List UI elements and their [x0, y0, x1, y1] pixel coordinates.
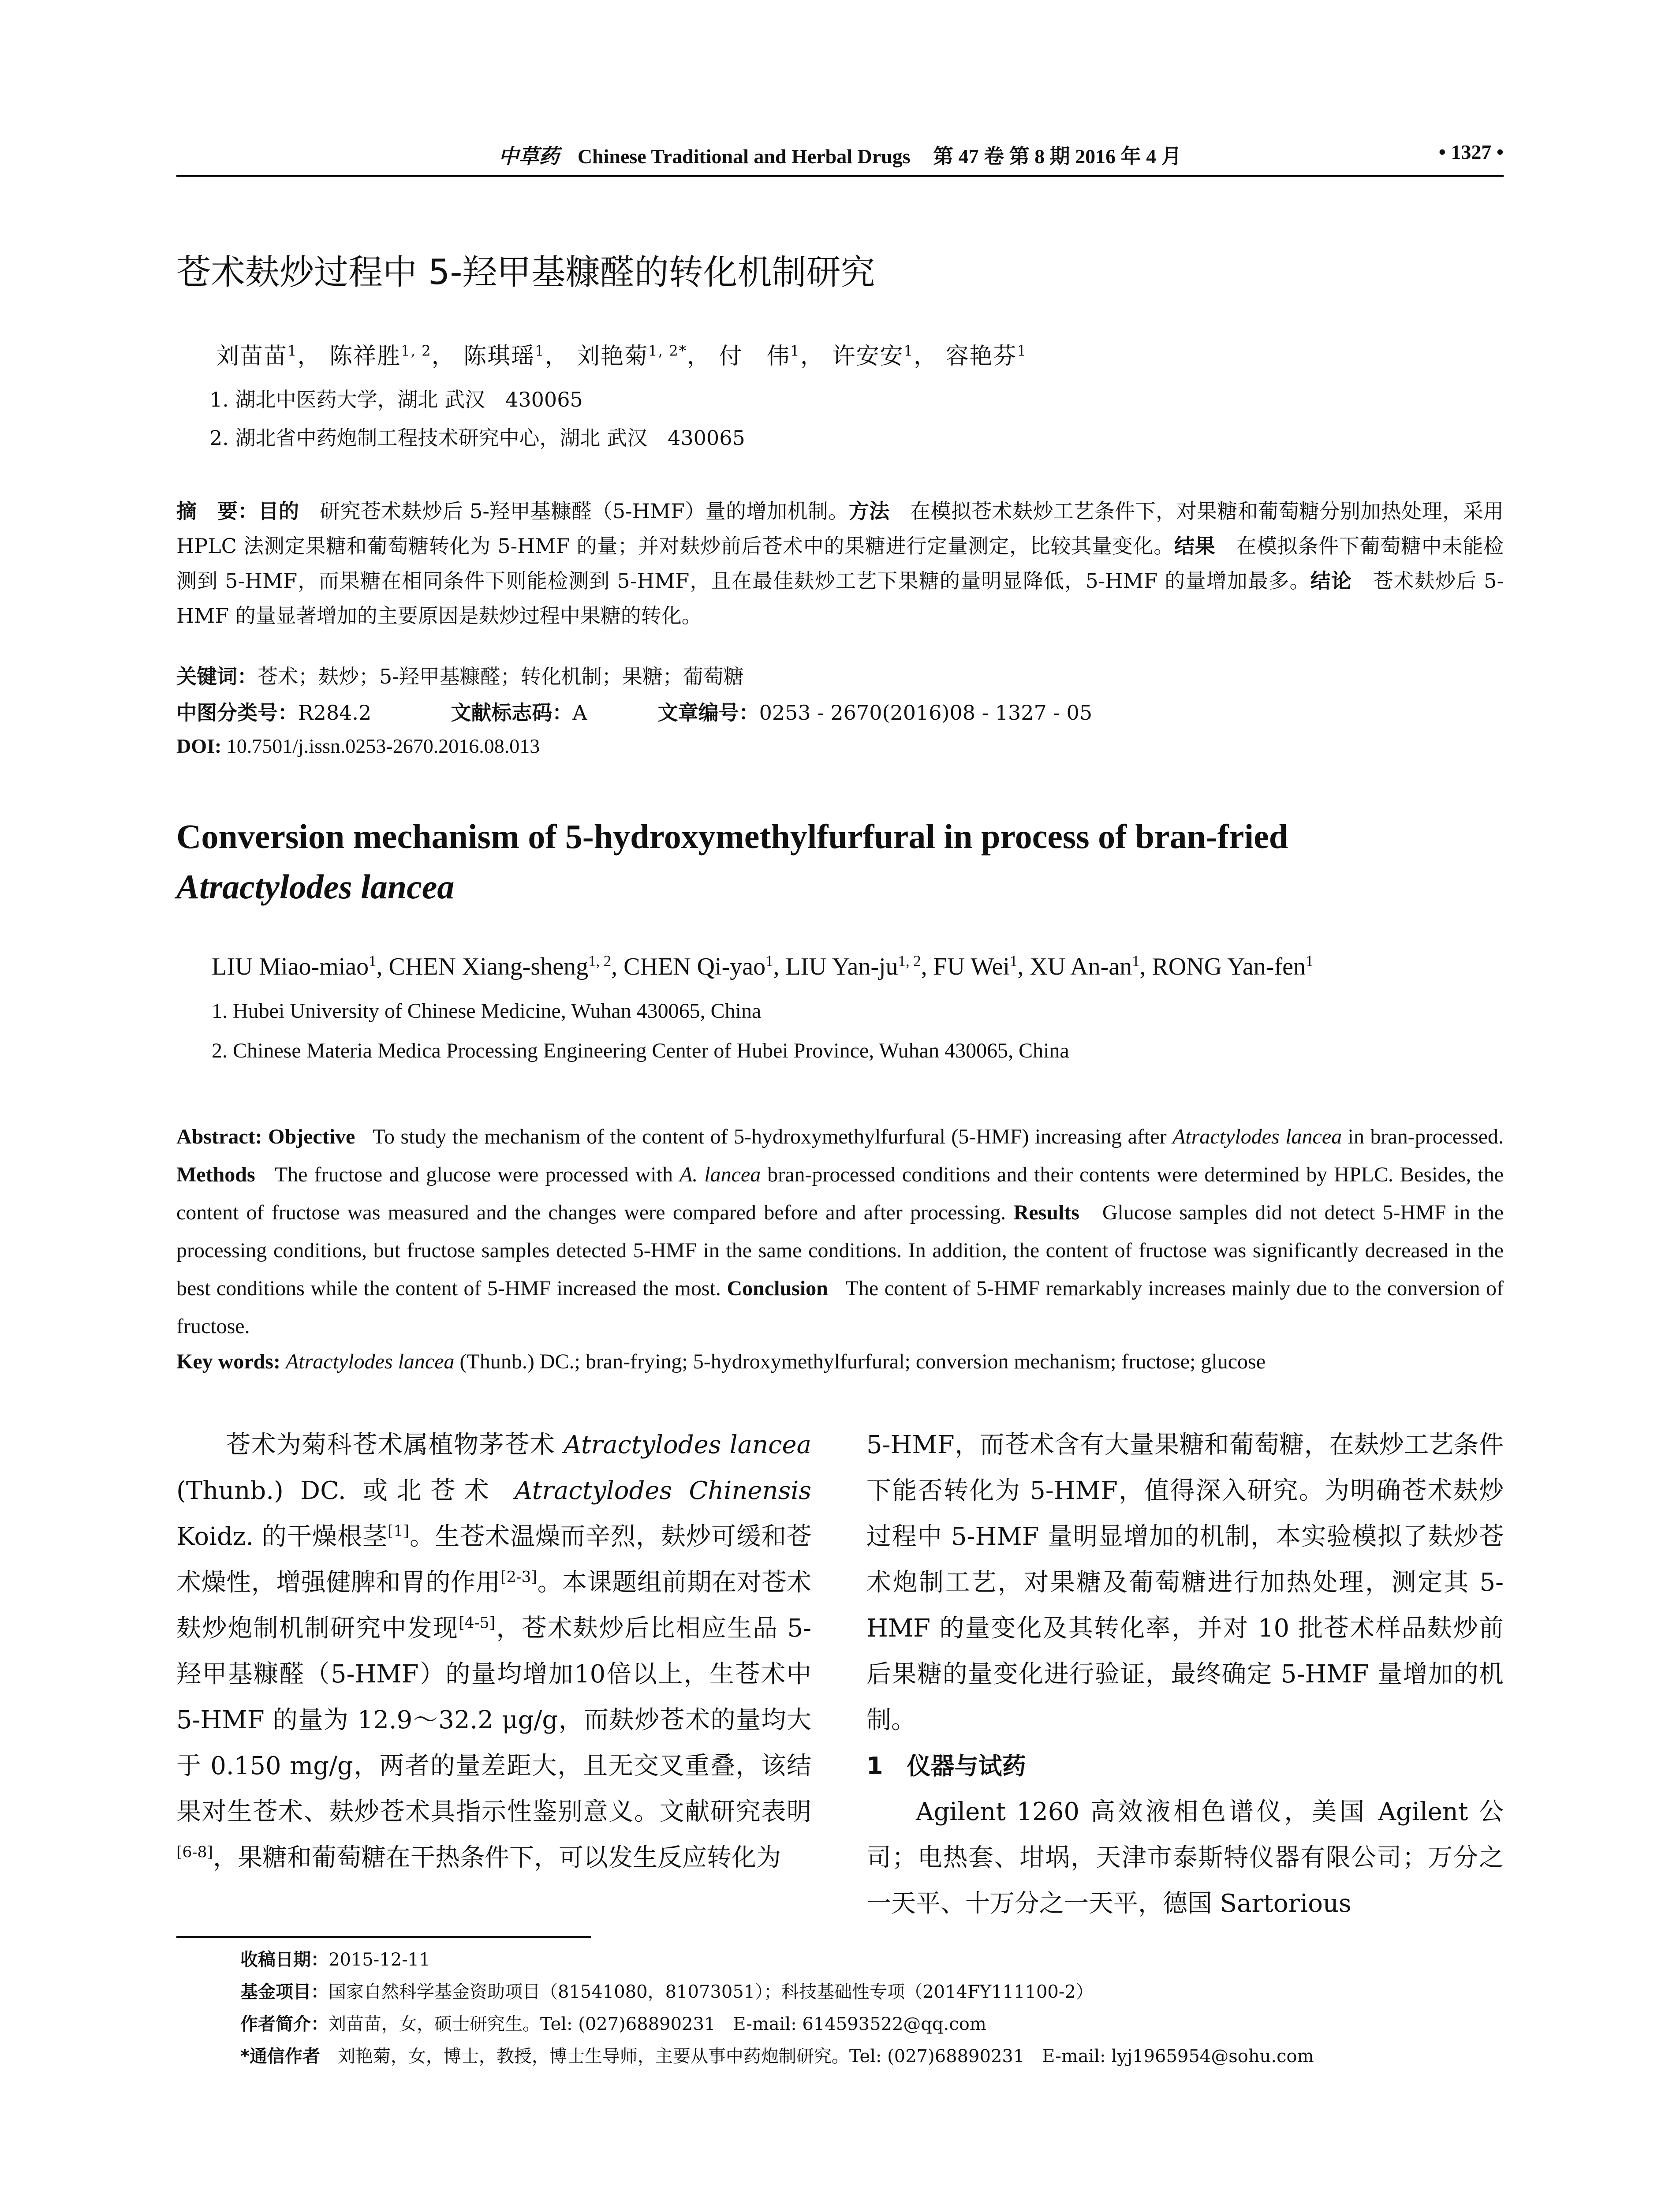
keywords-en: Key words: Atractylodes lancea (Thunb.) DC.; bran-frying; 5-hydroxymethylfurfural; conversion mechanism; fructose; glucose — [176, 1350, 1266, 1373]
citation: [1] — [387, 1522, 410, 1540]
footnote-rule — [176, 1936, 591, 1938]
abstract-label-en: Abstract: — [176, 1125, 262, 1148]
affiliation-cn-2: 2. 湖北省中药炮制工程技术研究中心，湖北 武汉 430065 — [209, 426, 745, 450]
author-cn: 容艳芬$^1$ — [945, 342, 1027, 370]
author-cn: 刘苗苗$^1$ — [216, 342, 298, 370]
conclusion-text-cn: 苍术麸炒后 5-HMF 的量显著增加的主要原因是麸炒过程中果糖的转化。 — [176, 569, 1504, 628]
objective-label-en: Objective — [268, 1125, 355, 1148]
running-header — [176, 140, 1504, 171]
abstract-en: Abstract: Objective To study the mechanism of the content of 5-hydroxymethylfurfural (5-HMF) increasing after Atractylodes lancea in bran-processed. Methods The fructose and glucose were processed with A. lancea bran-processed conditions and their contents were determined by HPLC. Besides, the content of fructose was measured and the changes were compared before and after processing. Results Glucose samples did not detect 5-HMF in the processing conditions, but fructose samples detected 5-HMF in the same conditions. In addition, the content of fructose was significantly decreased in the best conditions while the content of 5-HMF increased the most. Conclusion The content of 5-HMF remarkably increases mainly due to the conversion of fructose. — [176, 1125, 1504, 1338]
author-cn: 刘艳菊$^{1, 2*}$ — [577, 342, 687, 370]
citation: [6-8] — [176, 1843, 213, 1861]
author-cn: 陈琪瑶$^1$ — [463, 342, 545, 370]
body-paragraph: 苍术为菊科苍术属植物茅苍术 Atractylodes lancea (Thunb.) DC. 或北苍术 Atractylodes Chinensis Koidz. 的干燥根茎[1]。生苍术温燥而辛烈，麸炒可缓和苍术燥性，增强健脾和胃的作用[2-3]。本课题组前期在对苍术麸炒炮制机制研究中发现[4-5]，苍术麸炒后比相应生品 5-羟甲基糠醛（5-HMF）的量均增加10倍以上，生苍术中 5-HMF 的量为 12.9～32.2 μg/g，而麸炒苍术的量均大于 0.150 mg/g，两者的量差距大，且无交叉重叠，该结果对生苍术、麸炒苍术具指示性鉴别意义。文献研究表明[6-8]，果糖和葡萄糖在干热条件下，可以发生反应转化为 — [176, 1431, 812, 1872]
citation: [4-5] — [459, 1614, 496, 1632]
author-cn: 陈祥胜$^{1, 2}$ — [329, 342, 432, 370]
page-number: • 1327 • — [1438, 141, 1504, 163]
affiliation-en-2: 2. Chinese Materia Medica Processing Engineering Center of Hubei Province, Wuhan 430065, China — [212, 1039, 1069, 1062]
authors-cn: 刘苗苗$^1$， 陈祥胜$^{1, 2}$， 陈琪瑶$^1$， 刘艳菊$^{1, 2*}$， 付 伟$^1$， 许安安$^1$， 容艳芬$^1$ — [216, 342, 1027, 370]
journal-name-en: Chinese Traditional and Herbal Drugs — [577, 145, 911, 168]
results-text-cn: 在模拟条件下葡萄糖中未能检测到 5-HMF，而果糖在相同条件下则能检测到 5-HMF，且在最佳麸炒工艺下果糖的量明显降低，5-HMF 的量增加最多。 — [176, 534, 1504, 593]
body-paragraph: 5-HMF，而苍术含有大量果糖和葡萄糖，在麸炒工艺条件下能否转化为 5-HMF，值得深入研究。为明确苍术麸炒过程中 5-HMF 量明显增加的机制，本实验模拟了麸炒苍术炮制工艺，对果糖及葡萄糖进行加热处理，测定其 5-HMF 的量变化及其转化率，并对 10 批苍术样品麸炒前后果糖的量变化进行验证，最终确定 5-HMF 量增加的机制。 — [866, 1431, 1504, 1734]
author-cn: 付 伟$^1$ — [719, 342, 800, 370]
conclusion-label-cn: 结论 — [1310, 569, 1352, 593]
abstract-label-cn: 摘 要： — [176, 499, 258, 523]
abstract-cn — [176, 494, 1504, 633]
affiliation-cn-1: 1. 湖北中医药大学，湖北 武汉 430065 — [209, 388, 583, 411]
footnote-received: 收稿日期：2015-12-11 — [240, 1950, 430, 1970]
methods-label-cn: 方法 — [848, 499, 890, 523]
authors-en: LIU Miao-miao$^1$, CHEN Xiang-sheng$^{1, 2}$, CHEN Qi-yao$^1$, LIU Yan-ju$^{1, 2}$, FU Wei$^1$, XU $An-an^1$, RONG Yan-fen$^1$ — [212, 952, 1314, 980]
objective-label-cn: 目的 — [258, 499, 299, 523]
citation: [2-3] — [500, 1568, 538, 1586]
header-rule — [176, 175, 1504, 177]
section-heading: 1 仪器与试药 — [866, 1752, 1026, 1780]
issue-info: 第 47 卷 第 8 期 2016 年 4 月 — [933, 145, 1182, 168]
conclusion-label-en: Conclusion — [727, 1277, 828, 1300]
title-en: Conversion mechanism of 5-hydroxymethylfurfural in process of bran-fried Atractylodes lancea — [176, 817, 1288, 906]
results-label-en: Results — [1013, 1201, 1079, 1224]
body-column-left — [176, 1422, 811, 1881]
methods-label-en: Methods — [176, 1163, 255, 1186]
author-cn: 许安安$^1$ — [832, 342, 914, 370]
journal-name-cn: 中草药 — [498, 144, 560, 168]
doi-line: DOI: 10.7501/j.issn.0253-2670.2016.08.013 — [176, 735, 540, 757]
results-label-cn: 结果 — [1174, 534, 1216, 558]
methods-text-cn: 在模拟苍术麸炒工艺条件下，对果糖和葡萄糖分别加热处理，采用 HPLC 法测定果糖和葡萄糖转化为 5-HMF 的量；并对麸炒前后苍术中的果糖进行定量测定，比较其量变化。 — [176, 499, 1504, 558]
footnote-corresponding: *通信作者 刘艳菊，女，博士，教授，博士生导师，主要从事中药炮制研究。Tel: (027)68890231 E-mail: lyj1965954@sohu.com — [240, 2046, 1314, 2067]
classification-line: 中图分类号：R284.2 文献标志码：A 文章编号：0253 - 2670(2016)08 - 1327 - 05 — [176, 701, 1093, 725]
keywords-cn: 关键词：苍术；麸炒；5-羟甲基糠醛；转化机制；果糖；葡萄糖 — [176, 665, 744, 688]
title-cn: 苍术麸炒过程中 5-羟甲基糠醛的转化机制研究 — [176, 253, 875, 292]
objective-text-cn: 研究苍术麸炒后 5-羟甲基糠醛（5-HMF）量的增加机制。 — [320, 499, 849, 523]
footnote-funding: 基金项目：国家自然科学基金资助项目（81541080，81073051）；科技基础性专项（2014FY111100-2） — [240, 1982, 1094, 2002]
body-column-right — [866, 1422, 1504, 1927]
footnote-author-bio: 作者简介：刘苗苗，女，硕士研究生。Tel: (027)68890231 E-mail: 614593522@qq.com — [240, 2014, 986, 2034]
affiliation-en-1: 1. Hubei University of Chinese Medicine, Wuhan 430065, China — [212, 999, 762, 1023]
body-paragraph: Agilent 1260 高效液相色谱仪，美国 Agilent 公司；电热套、坩埚，天津市泰斯特仪器有限公司；万分之一天平、十万分之一天平，德国 Sartorious — [866, 1798, 1504, 1918]
